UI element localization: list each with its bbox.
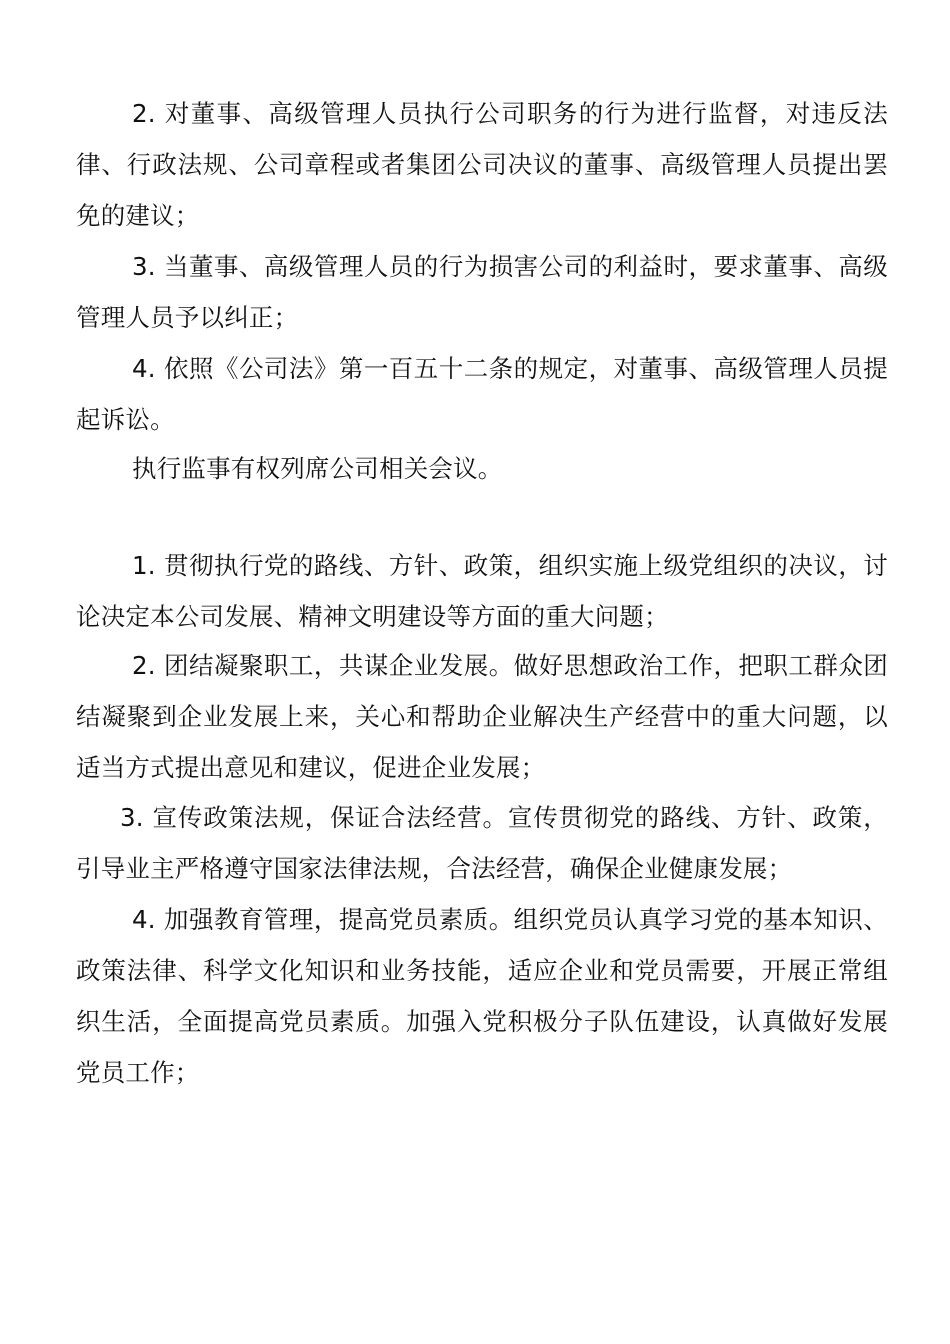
paragraph-supervisor-item-4: 4. 依照《公司法》第一百五十二条的规定，对董事、高级管理人员提起诉讼。 [76,354,888,434]
paragraph-supervisor-note: 执行监事有权列席公司相关会议。 [132,454,503,483]
paragraph-supervisor-item-2: 2. 对董事、高级管理人员执行公司职务的行为进行监督，对违反法律、行政法规、公司章程或者集团公司决议的董事、高级管理人员提出罢免的建议； [76,99,888,230]
paragraph-party-item-3: 3. 宣传政策法规，保证合法经营。宣传贯彻党的路线、方针、政策，引导业主严格遵守国家法律法规，合法经营，确保企业健康发展； [76,803,888,883]
paragraph-supervisor-item-3: 3. 当董事、高级管理人员的行为损害公司的利益时，要求董事、高级管理人员予以纠正； [76,252,888,332]
paragraph-party-item-1: 1. 贯彻执行党的路线、方针、政策，组织实施上级党组织的决议，讨论决定本公司发展、精神文明建设等方面的重大问题； [76,551,888,631]
paragraph-party-item-2: 2. 团结凝聚职工，共谋企业发展。做好思想政治工作，把职工群众团结凝聚到企业发展上来，关心和帮助企业解决生产经营中的重大问题，以适当方式提出意见和建议，促进企业发展； [76,651,888,782]
paragraph-party-item-4: 4. 加强教育管理，提高党员素质。组织党员认真学习党的基本知识、政策法律、科学文化知识和业务技能，适应企业和党员需要，开展正常组织生活，全面提高党员素质。加强入党积极分子队伍建设，认真做好发展党员工作； [76,905,888,1087]
